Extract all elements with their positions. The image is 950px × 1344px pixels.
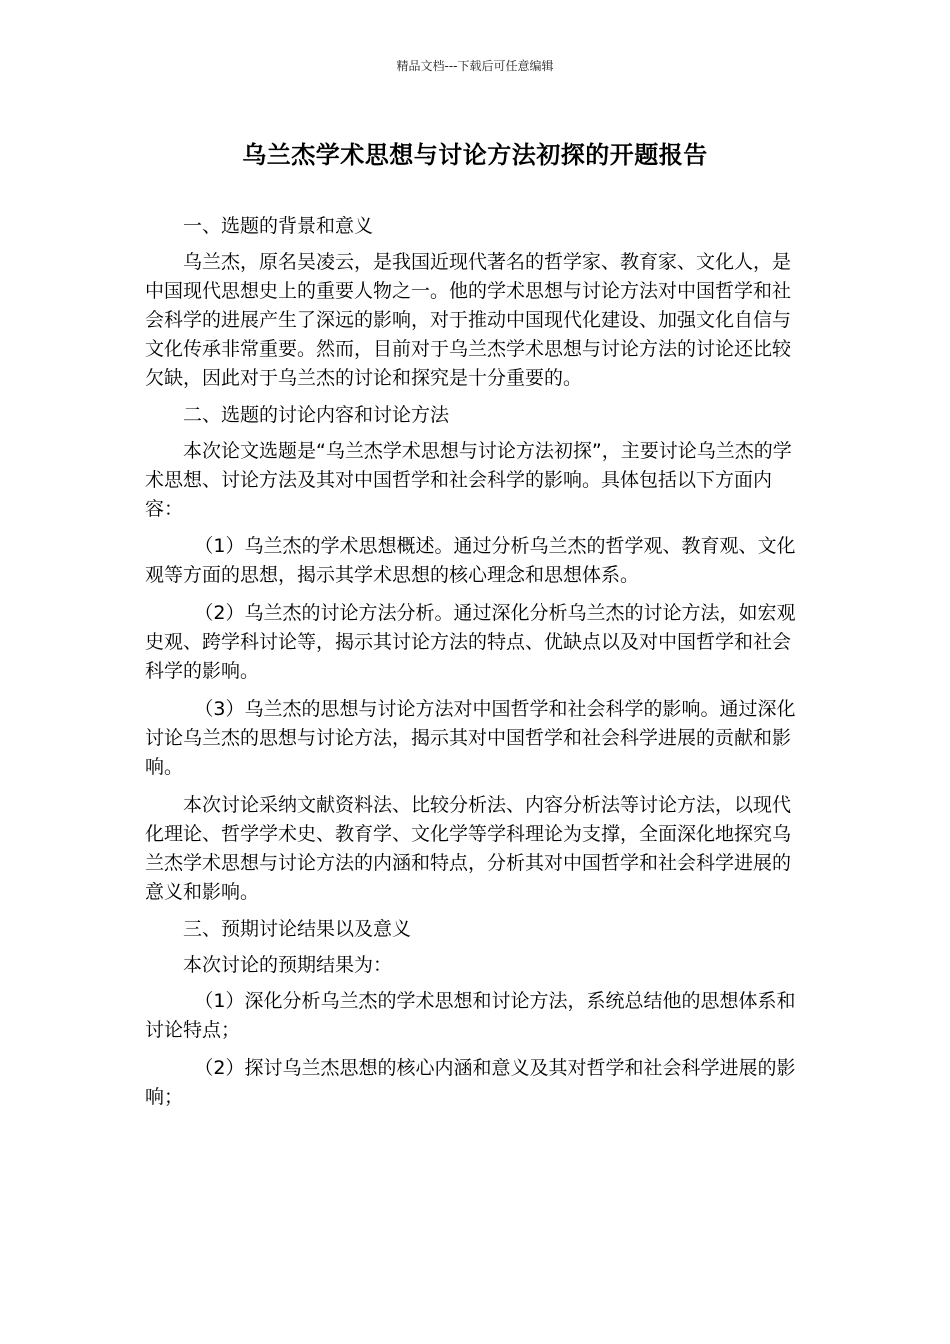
section-heading-background: 一、选题的背景和意义 [183, 215, 374, 237]
document-title: 乌兰杰学术思想与讨论方法初探的开题报告 [242, 141, 708, 169]
section-heading-content-method: 二、选题的讨论内容和讨论方法 [183, 404, 450, 426]
section-heading-expected-results: 三、预期讨论结果以及意义 [183, 918, 412, 940]
list-item-influence: （3）乌兰杰的思想与讨论方法对中国哲学和社会科学的影响。通过深化讨论乌兰杰的思想与讨论方法，揭示其对中国哲学和社会科学进展的贡献和影响。 [145, 698, 796, 778]
paragraph-methods: 本次讨论采纳文献资料法、比较分析法、内容分析法等讨论方法，以现代化理论、哲学学术史、教育学、文化学等学科理论为支撑，全面深化地探究乌兰杰学术思想与讨论方法的内涵和特点，分析其对中国哲学和社会科学进展的意义和影响。 [145, 794, 792, 903]
list-item-method-analysis: （2）乌兰杰的讨论方法分析。通过深化分析乌兰杰的讨论方法，如宏观史观、跨学科讨论等，揭示其讨论方法的特点、优缺点以及对中国哲学和社会科学的影响。 [145, 602, 796, 682]
paragraph-background: 乌兰杰，原名吴凌云，是我国近现代著名的哲学家、教育家、文化人，是中国现代思想史上的重要人物之一。他的学术思想与讨论方法对中国哲学和社会科学的进展产生了深远的影响，对于推动中国现代化建设、加强文化自信与文化传承非常重要。然而，目前对于乌兰杰学术思想与讨论方法的讨论还比较欠缺，因此对于乌兰杰的讨论和探究是十分重要的。 [145, 251, 792, 389]
document-body [145, 212, 807, 1121]
paragraph-expected-intro: 本次讨论的预期结果为： [183, 954, 393, 976]
list-item-expected-1: （1）深化分析乌兰杰的学术思想和讨论方法，系统总结他的思想体系和讨论特点； [145, 990, 796, 1041]
header-note: 精品文档---下载后可任意编辑 [396, 59, 554, 73]
paragraph-topic-intro: 本次论文选题是“乌兰杰学术思想与讨论方法初探”，主要讨论乌兰杰的学术思想、讨论方法及其对中国哲学和社会科学的影响。具体包括以下方面内容： [145, 440, 792, 520]
list-item-expected-2: （2）探讨乌兰杰思想的核心内涵和意义及其对哲学和社会科学进展的影响； [145, 1057, 796, 1108]
list-item-thought-overview: （1）乌兰杰的学术思想概述。通过分析乌兰杰的哲学观、教育观、文化观等方面的思想，揭示其学术思想的核心理念和思想体系。 [145, 535, 796, 586]
